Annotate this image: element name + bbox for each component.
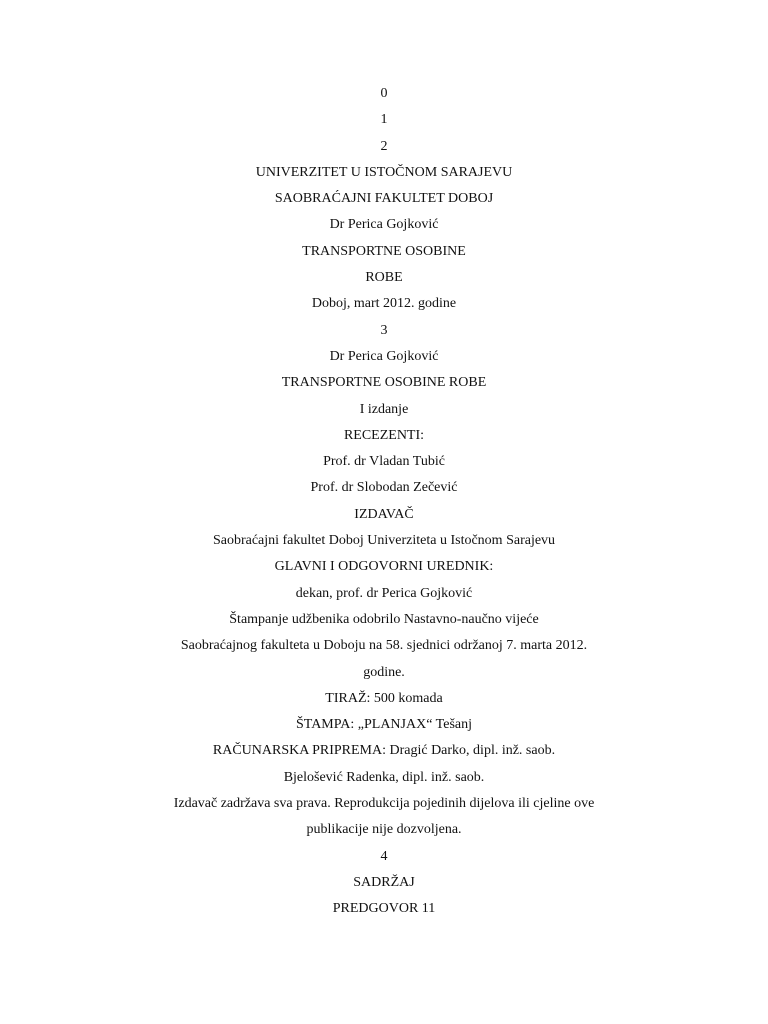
- contents-entry-preface: PREDGOVOR 11: [332, 901, 436, 917]
- book-title-full: TRANSPORTNE OSOBINE ROBE: [281, 375, 487, 391]
- publisher-name: Saobraćajni fakultet Doboj Univerziteta u Istočnom Sarajevu: [212, 533, 556, 549]
- approval-line-2: Saobraćajnog fakulteta u Doboju na 58. sjednici održanoj 7. marta 2012.: [180, 638, 588, 654]
- page-number-2: 2: [380, 138, 388, 154]
- reviewer-2: Prof. dr Slobodan Zečević: [310, 480, 458, 496]
- print-run: TIRAŽ: 500 komada: [325, 690, 443, 706]
- place-and-date: Doboj, mart 2012. godine: [311, 296, 457, 312]
- book-title-line-1: TRANSPORTNE OSOBINE: [302, 243, 466, 259]
- editor-heading: GLAVNI I ODGOVORNI UREDNIK:: [274, 559, 494, 575]
- typesetting-line-2: Bjelošević Radenka, dipl. inž. saob.: [283, 769, 485, 785]
- author-name: Dr Perica Gojković: [329, 217, 439, 233]
- reviewer-1: Prof. dr Vladan Tubić: [323, 454, 445, 470]
- approval-line-1: Štampanje udžbenika odobrilo Nastavno-naučno vijeće: [229, 611, 539, 627]
- university-name: UNIVERZITET U ISTOČNOM SARAJEVU: [255, 164, 513, 180]
- faculty-name: SAOBRAĆAJNI FAKULTET DOBOJ: [274, 191, 494, 207]
- contents-heading: SADRŽAJ: [353, 874, 415, 890]
- printer: ŠTAMPA: „PLANJAX“ Tešanj: [295, 717, 473, 733]
- page-number-3: 3: [380, 322, 388, 338]
- copyright-line-1: Izdavač zadržava sva prava. Reprodukcija pojedinih dijelova ili cjeline ove: [173, 796, 595, 812]
- page-number-4: 4: [380, 848, 388, 864]
- page-number-0: 0: [380, 86, 388, 101]
- edition: I izdanje: [359, 401, 409, 417]
- document-body: [0, 81, 768, 923]
- author-name-repeat: Dr Perica Gojković: [329, 348, 439, 364]
- copyright-line-2: publikacije nije dozvoljena.: [306, 822, 462, 838]
- typesetting-line-1: RAČUNARSKA PRIPREMA: Dragić Darko, dipl. inž. saob.: [212, 743, 556, 759]
- publisher-heading: IZDAVAČ: [354, 506, 414, 522]
- page-number-1: 1: [380, 112, 388, 128]
- book-title-line-2: ROBE: [365, 270, 403, 286]
- reviewers-heading: RECEZENTI:: [343, 427, 425, 443]
- editor-name: dekan, prof. dr Perica Gojković: [295, 585, 473, 601]
- approval-line-3: godine.: [363, 664, 405, 680]
